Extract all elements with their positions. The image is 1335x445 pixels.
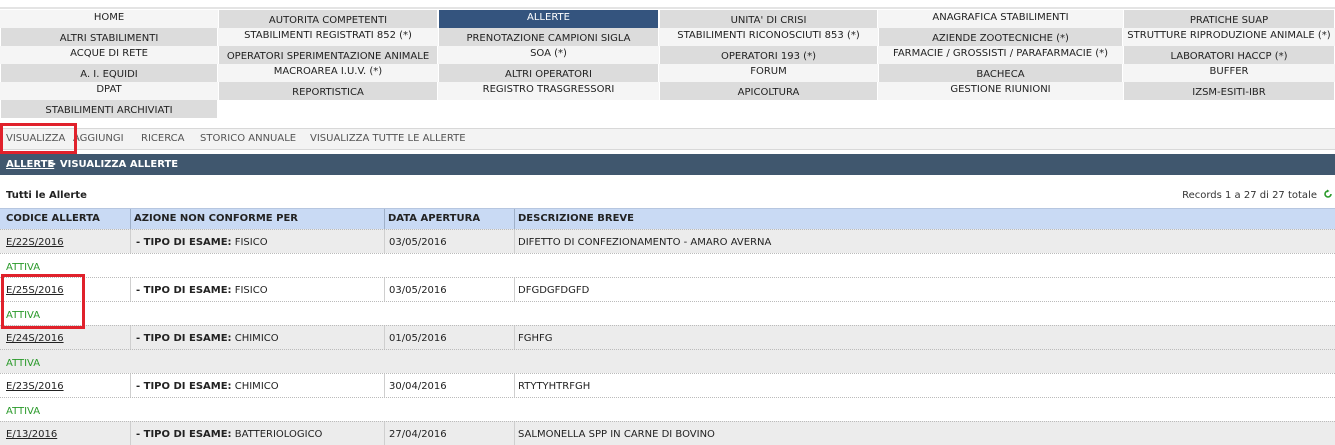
menu-item-izsm-esiti-ibr[interactable]: IZSM-ESITI-IBR — [1123, 82, 1335, 100]
short-description: RTYTYHTRFGH — [518, 381, 591, 392]
submenu-visualizza-tutte[interactable]: VISUALIZZA TUTTE LE ALLERTE — [310, 133, 466, 144]
menu-item-altri-stabilimenti[interactable]: ALTRI STABILIMENTI — [0, 28, 218, 46]
submenu — [0, 128, 1335, 150]
exam-label: - TIPO DI ESAME: — [136, 333, 232, 344]
submenu-aggiungi[interactable]: AGGIUNGI — [73, 133, 124, 144]
table-row — [0, 325, 1335, 349]
alert-code-link[interactable]: E/13/2016 — [6, 429, 58, 440]
records-count: Records 1 a 27 di 27 totale — [1182, 190, 1317, 201]
menu-item-gestione-riunioni[interactable]: GESTIONE RIUNIONI — [878, 82, 1123, 100]
menu-item-reportistica[interactable]: REPORTISTICA — [218, 82, 438, 100]
exam-label: - TIPO DI ESAME: — [136, 285, 232, 296]
short-description: DFGDGFDGFD — [518, 285, 590, 296]
top-strip — [0, 0, 1335, 10]
status-row — [0, 301, 1335, 325]
menu-item-strutture-riproduzione-animale[interactable]: STRUTTURE RIPRODUZIONE ANIMALE (*) — [1123, 28, 1335, 46]
short-description: FGHFG — [518, 333, 553, 344]
header-codice-allerta[interactable]: CODICE ALLERTA — [6, 213, 100, 224]
submenu-ricerca[interactable]: RICERCA — [141, 133, 185, 144]
submenu-visualizza[interactable]: VISUALIZZA — [6, 133, 66, 144]
menu-item-stabilimenti-archiviati[interactable]: STABILIMENTI ARCHIVIATI — [0, 100, 218, 118]
header-data-apertura[interactable]: DATA APERTURA — [388, 213, 481, 224]
menu-item-prenotazione-campioni-sigla[interactable]: PRENOTAZIONE CAMPIONI SIGLA — [438, 28, 659, 46]
alert-code-link[interactable]: E/24S/2016 — [6, 333, 64, 344]
menu-item-soa[interactable]: SOA (*) — [438, 46, 659, 64]
menu-item-bacheca[interactable]: BACHECA — [878, 64, 1123, 82]
exam-type: CHIMICO — [234, 381, 279, 392]
menu-item-altri-operatori[interactable]: ALTRI OPERATORI — [438, 64, 659, 82]
breadcrumb — [0, 154, 1335, 175]
menu-item-buffer[interactable]: BUFFER — [1123, 64, 1335, 82]
menu-item-allerte[interactable]: ALLERTE — [438, 10, 659, 28]
open-date: 03/05/2016 — [389, 285, 447, 296]
status-badge: ATTIVA — [6, 310, 41, 321]
refresh-icon[interactable] — [1323, 189, 1333, 199]
menu-row — [0, 100, 1335, 118]
alerts-table — [0, 208, 1335, 445]
short-description: DIFETTO DI CONFEZIONAMENTO - AMARO AVERNA — [518, 237, 772, 248]
table-row — [0, 373, 1335, 397]
menu-item-dpat[interactable]: DPAT — [0, 82, 218, 100]
main-menu — [0, 10, 1335, 118]
exam-type: CHIMICO — [234, 333, 279, 344]
exam-label: - TIPO DI ESAME: — [136, 237, 232, 248]
breadcrumb-current: > VISUALIZZA ALLERTE — [48, 159, 179, 170]
status-badge: ATTIVA — [6, 262, 41, 273]
alert-code-link[interactable]: E/25S/2016 — [6, 285, 64, 296]
exam-label: - TIPO DI ESAME: — [136, 429, 232, 440]
status-row — [0, 397, 1335, 421]
menu-item-registro-trasgressori[interactable]: REGISTRO TRASGRESSORI — [438, 82, 659, 100]
menu-item-macroarea-iuv[interactable]: MACROAREA I.U.V. (*) — [218, 64, 438, 82]
exam-type: FISICO — [234, 237, 268, 248]
menu-item-autorita-competenti[interactable]: AUTORITA COMPETENTI — [218, 10, 438, 28]
exam-label: - TIPO DI ESAME: — [136, 381, 232, 392]
exam-type: BATTERIOLOGICO — [234, 429, 323, 440]
menu-item-acque-di-rete[interactable]: ACQUE DI RETE — [0, 46, 218, 64]
menu-item-home[interactable]: HOME — [0, 10, 218, 28]
alert-code-link[interactable]: E/23S/2016 — [6, 381, 64, 392]
status-row — [0, 253, 1335, 277]
menu-item-operatori-sperimentazione-animale[interactable]: OPERATORI SPERIMENTAZIONE ANIMALE — [218, 46, 438, 64]
open-date: 27/04/2016 — [389, 429, 447, 440]
menu-item-forum[interactable]: FORUM — [659, 64, 878, 82]
menu-item-laboratori-haccp[interactable]: LABORATORI HACCP (*) — [1123, 46, 1335, 64]
menu-row — [0, 28, 1335, 46]
menu-item-unita-di-crisi[interactable]: UNITA' DI CRISI — [659, 10, 878, 28]
header-descrizione-breve[interactable]: DESCRIZIONE BREVE — [518, 213, 634, 224]
table-row — [0, 229, 1335, 253]
breadcrumb-link-allerte[interactable]: ALLERTE — [6, 159, 55, 170]
open-date: 30/04/2016 — [389, 381, 447, 392]
menu-row — [0, 46, 1335, 64]
header-azione-non-conforme[interactable]: AZIONE NON CONFORME PER — [134, 213, 298, 224]
menu-item-apicoltura[interactable]: APICOLTURA — [659, 82, 878, 100]
status-row — [0, 349, 1335, 373]
menu-item-aziende-zootecniche[interactable]: AZIENDE ZOOTECNICHE (*) — [878, 28, 1123, 46]
menu-item-ai-equidi[interactable]: A. I. EQUIDI — [0, 64, 218, 82]
submenu-storico-annuale[interactable]: STORICO ANNUALE — [200, 133, 297, 144]
menu-item-anagrafica-stabilimenti[interactable]: ANAGRAFICA STABILIMENTI — [878, 10, 1123, 28]
exam-type: FISICO — [234, 285, 268, 296]
open-date: 03/05/2016 — [389, 237, 447, 248]
status-badge: ATTIVA — [6, 358, 41, 369]
menu-row — [0, 10, 1335, 28]
menu-item-stabilimenti-registrati-852[interactable]: STABILIMENTI REGISTRATI 852 (*) — [218, 28, 438, 46]
status-badge: ATTIVA — [6, 406, 41, 417]
open-date: 01/05/2016 — [389, 333, 447, 344]
short-description: SALMONELLA SPP IN CARNE DI BOVINO — [518, 429, 715, 440]
list-title: Tutti le Allerte — [6, 190, 87, 201]
menu-item-pratiche-suap[interactable]: PRATICHE SUAP — [1123, 10, 1335, 28]
alert-code-link[interactable]: E/22S/2016 — [6, 237, 64, 248]
table-row — [0, 421, 1335, 445]
menu-row — [0, 82, 1335, 100]
menu-row — [0, 64, 1335, 82]
table-header — [0, 208, 1335, 229]
menu-item-stabilimenti-riconosciuti-853[interactable]: STABILIMENTI RICONOSCIUTI 853 (*) — [659, 28, 878, 46]
table-row — [0, 277, 1335, 301]
menu-item-operatori-193[interactable]: OPERATORI 193 (*) — [659, 46, 878, 64]
menu-item-farmacie-grossisti[interactable]: FARMACIE / GROSSISTI / PARAFARMACIE (*) — [878, 46, 1123, 64]
